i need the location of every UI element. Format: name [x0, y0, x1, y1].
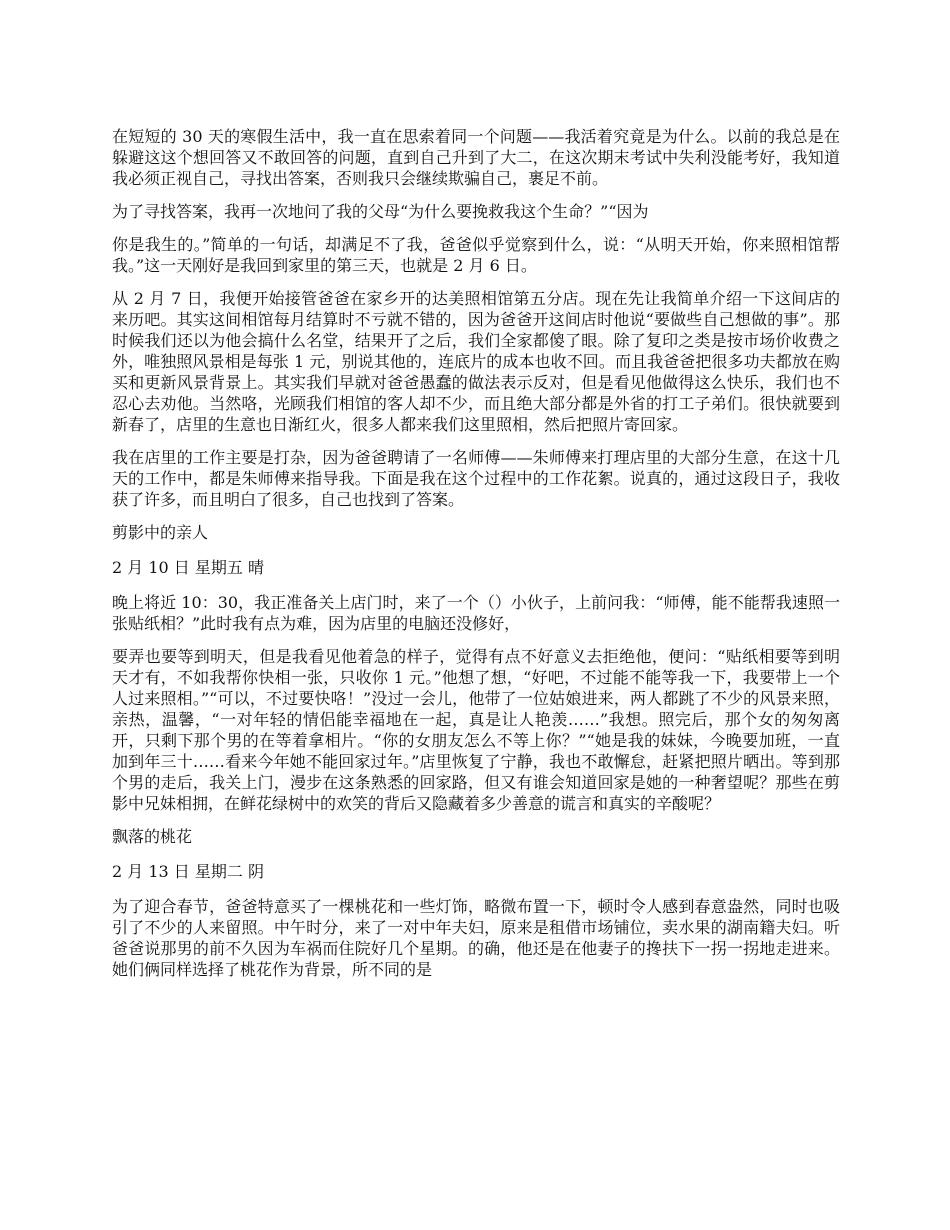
paragraph-answer: 你是我生的。”简单的一句话，却满足不了我，爸爸似乎觉察到什么，说：“从明天开始，你来照相馆帮我。”这一天刚好是我回到家里的第三天，也就是 2 月 6 日。: [112, 235, 840, 275]
document-body: [112, 126, 840, 992]
paragraph-work-summary: 我在店里的工作主要是打杂，因为爸爸聘请了一名师傅——朱师傅来打理店里的大部分生意，在这十几天的工作中，都是朱师傅来指导我。下面是我在这个过程中的工作花絮。说真的，通过这段日子，我收获了许多，而且明白了很多，自己也找到了答案。: [112, 448, 840, 509]
paragraph-shop-history: 从 2 月 7 日，我便开始接管爸爸在家乡开的达美照相馆第五分店。现在先让我简单介绍一下这间店的来历吧。其实这间相馆每月结算时不亏就不错的，因为爸爸开这间店时他说“要做些自己想做的事”。那时候我们还以为他会搞什么名堂，结果开了之后，我们全家都傻了眼。除了复印之类是按市场价收费之外，唯独照风景相是每张 1 元，别说其他的，连底片的成本也收不回。而且我爸爸把很多功夫都放在购买和更新风景背景上。其实我们早就对爸爸愚蠢的做法表示反对，但是看见他做得这么快乐，我们也不忍心去劝他。当然咯，光顾我们相馆的客人却不少，而且绝大部分都是外省的打工子弟们。很快就要到新春了，店里的生意也日渐红火，很多人都来我们这里照相，然后把照片寄回家。: [112, 289, 840, 434]
diary-date-feb-13: 2 月 13 日 星期二 阴: [112, 862, 264, 881]
paragraph-siblings-story: 要弄也要等到明天，但是我看见他着急的样子，觉得有点不好意义去拒绝他，便问：“贴纸相要等到明天才有，不如我帮你快相一张，只收你 1 元。”他想了想，“好吧，不过能不能等我一下，我要带上一个人过来照相。”“可以，不过要快咯！”没过一会儿，他带了一位姑娘进来，两人都跳了不少的风景来照，亲热，温馨，“一对年轻的情侣能幸福地在一起，真是让人艳羡……”我想。照完后，那个女的匆匆离开，只剩下那个男的在等着拿相片。“你的女朋友怎么不等上你？”“她是我的妹妹，今晚要加班，一直加到年三十……看来今年她不能回家过年。”店里恢复了宁静，我也不敢懈怠，赶紧把照片晒出。等到那个男的走后，我关上门，漫步在这条熟悉的回家路，但又有谁会知道回家是她的一种奢望呢？那些在剪影中兄妹相拥，在鲜花绿树中的欢笑的背后又隐藏着多少善意的谎言和真实的辛酸呢？: [112, 647, 840, 813]
section-heading-peach-blossom: 飘落的桃花: [112, 827, 193, 846]
paragraph-spring-festival: 为了迎合春节，爸爸特意买了一棵桃花和一些灯饰，略微布置一下，顿时令人感到春意盎然，同时也吸引了不少的人来留照。中午时分，来了一对中年夫妇，原来是租借市场铺位，卖水果的湖南籍夫妇。听爸爸说那男的前不久因为车祸而住院好几个星期。的确，他还是在他妻子的搀扶下一拐一拐地走进来。她们俩同样选择了桃花作为背景，所不同的是: [112, 897, 840, 979]
paragraph-question: 为了寻找答案，我再一次地问了我的父母“为什么要挽救我这个生命？”“因为: [112, 202, 649, 221]
paragraph-night-customer: 晚上将近 10：30，我正准备关上店门时，来了一个（）小伙子，上前问我：“师傅，能不能帮我速照一张贴纸相？”此时我有点为难，因为店里的电脑还没修好，: [112, 593, 840, 633]
section-heading-silhouette: 剪影中的亲人: [112, 523, 209, 542]
diary-date-feb-10: 2 月 10 日 星期五 晴: [112, 558, 264, 577]
paragraph-intro: 在短短的 30 天的寒假生活中，我一直在思索着同一个问题——我活着究竟是为什么。以前的我总是在躲避这这个想回答又不敢回答的问题，直到自己升到了大二，在这次期末考试中失利没能考好，我知道我必须正视自己，寻找出答案，否则我只会继续欺骗自己，裹足不前。: [112, 127, 840, 188]
